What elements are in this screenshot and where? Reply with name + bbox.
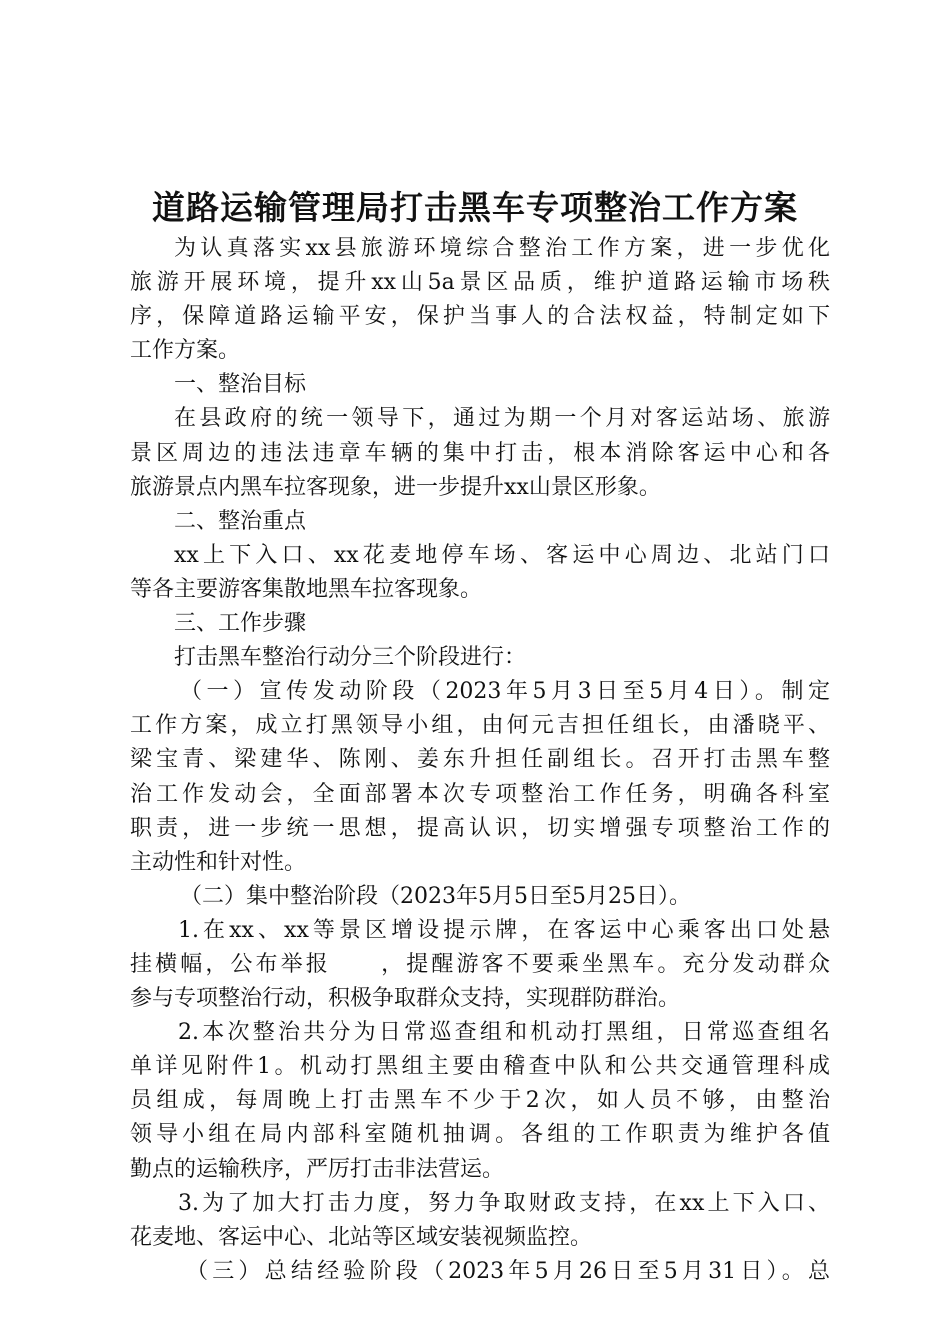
document-body: [130, 232, 830, 1289]
body-line: 梁宝青、梁建华、陈刚、姜东升担任副组长。召开打击黑车整: [130, 747, 830, 773]
body-line: 二、整治重点: [174, 508, 307, 534]
body-line: 花麦地、客运中心、北站等区域安装视频监控。: [130, 1224, 593, 1250]
body-line: 勤点的运输秩序，严厉打击非法营运。: [130, 1156, 505, 1182]
body-line: 在县政府的统一领导下，通过为期一个月对客运站场、旅游: [174, 406, 830, 432]
body-line: xx上下入口、xx花麦地停车场、客运中心周边、北站门口: [174, 542, 830, 568]
body-line: 序，保障道路运输平安，保护当事人的合法权益，特制定如下: [130, 304, 830, 330]
body-line: 3.为了加大打击力度，努力争取财政支持，在xx上下入口、: [178, 1190, 830, 1216]
body-line: 为认真落实xx县旅游环境综合整治工作方案，进一步优化: [174, 236, 830, 261]
body-line: 员组成，每周晚上打击黑车不少于2次，如人员不够，由整治: [130, 1088, 830, 1114]
body-line: 职责，进一步统一思想，提高认识，切实增强专项整治工作的: [130, 815, 830, 841]
body-line: 一、整治目标: [174, 372, 307, 398]
body-line: （二）集中整治阶段（2023年5月5日至5月25日）。: [180, 883, 691, 909]
body-line: 1.在xx、xx等景区增设提示牌，在客运中心乘客出口处悬: [178, 917, 830, 943]
body-line: 旅游景点内黑车拉客现象，进一步提升xx山景区形象。: [130, 474, 661, 500]
body-line: 工作方案，成立打黑领导小组，由何元吉担任组长，由潘晓平、: [130, 713, 830, 739]
body-line: 领导小组在局内部科室随机抽调。各组的工作职责为维护各值: [130, 1122, 830, 1148]
document-title: 道路运输管理局打击黑车专项整治工作方案: [152, 188, 798, 227]
body-line: 三、工作步骤: [174, 611, 307, 637]
body-line: 主动性和针对性。: [130, 849, 307, 875]
body-line: 等各主要游客集散地黑车拉客现象。: [130, 576, 483, 602]
body-line: 参与专项整治行动，积极争取群众支持，实现群防群治。: [130, 986, 681, 1012]
body-line: 工作方案。: [130, 338, 241, 364]
body-line: 挂横幅，公布举报 ，提醒游客不要乘坐黑车。充分发动群众: [130, 951, 830, 977]
body-line: 打击黑车整治行动分三个阶段进行：: [174, 645, 527, 671]
body-line: 单详见附件1。机动打黑组主要由稽查中队和公共交通管理科成: [130, 1054, 830, 1080]
body-line: （一）宣传发动阶段（2023年5月3日至5月4日）。制定: [180, 679, 830, 705]
body-line: 治工作发动会，全面部署本次专项整治工作任务，明确各科室: [130, 781, 830, 807]
body-line: 旅游开展环境，提升xx山5a景区品质，维护道路运输市场秩: [130, 270, 830, 296]
body-line: （三）总结经验阶段（2023年5月26日至5月31日）。总: [186, 1258, 830, 1284]
body-line: 景区周边的违法违章车辆的集中打击，根本消除客运中心和各: [130, 440, 830, 466]
body-line: 2.本次整治共分为日常巡查组和机动打黑组，日常巡查组名: [178, 1020, 830, 1046]
